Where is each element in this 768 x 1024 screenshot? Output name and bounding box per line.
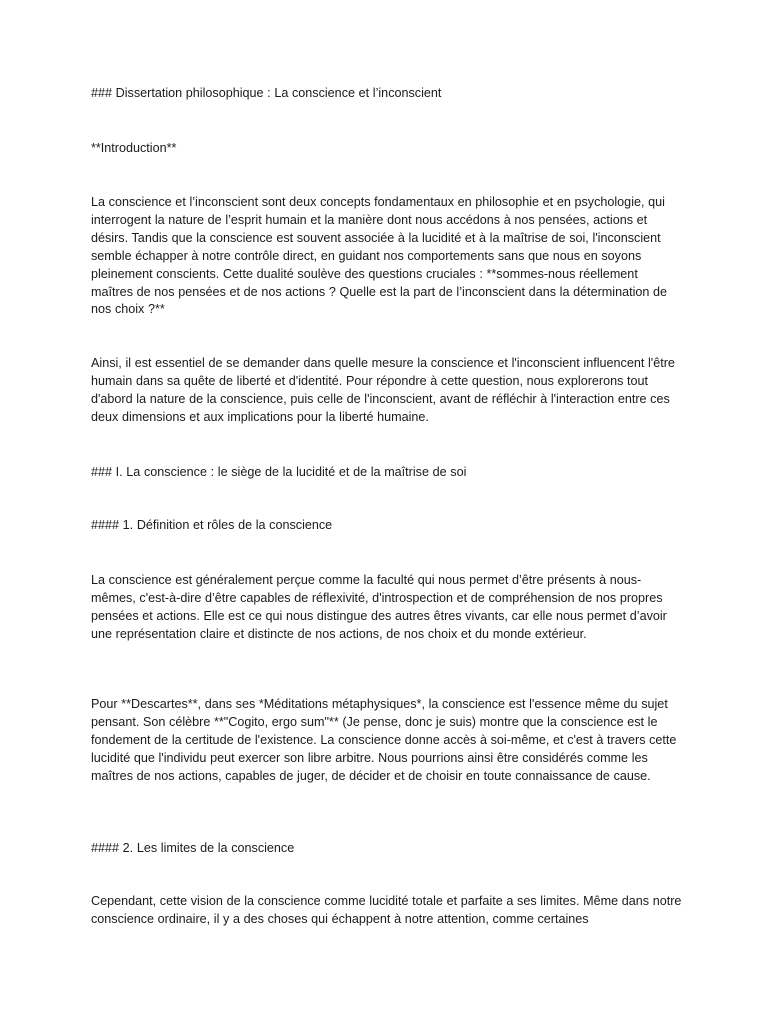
intro-paragraph-2: Ainsi, il est essentiel de se demander dans quelle mesure la conscience et l'inconscient influencent l'être humain dans sa quête de liberté et d'identité. Pour répondre à cette question, nous explorerons tout d'abord la nature de la conscience, puis celle de l'inconscient, avant de réfléchir à l'interaction entre ces deux dimensions et aux implications pour la liberté humaine. [91, 356, 675, 424]
intro-paragraph-1: La conscience et l’inconscient sont deux concepts fondamentaux en philosophie et en psychologie, qui interrogent la nature de l’esprit humain et la manière dont nous accédons à nos pensées, actions et désirs. Tandis que la conscience est souvent associée à la lucidité et à la maîtrise de soi, l'inconscient semble échapper à notre contrôle direct, en guidant nos comportements sans que nous en soyons pleinement conscients. Cette dualité soulève des questions cruciales : **sommes-nous réellement maîtres de nos pensées et de nos actions ? Quelle est la part de l’inconscient dans la détermination de nos choix ?** [91, 195, 668, 317]
limits-paragraph: Cependant, cette vision de la conscience comme lucidité totale et parfaite a ses limites. Même dans notre conscience ordinaire, il y a des choses qui échappent à notre attention, comme certaines [91, 894, 682, 926]
definition-paragraph: La conscience est généralement perçue comme la faculté qui nous permet d’être présents à nous-mêmes, c'est-à-dire d’être capables de réflexivité, d'introspection et de compréhension de nos propres pensées et actions. Elle est ce qui nous distingue des autres êtres vivants, car elle nous permet d’avoir une représentation claire et distincte de nos actions, de nos choix et du monde extérieur. [91, 573, 667, 641]
introduction-label: **Introduction** [91, 141, 177, 155]
document-title: ### Dissertation philosophique : La conscience et l’inconscient [91, 86, 442, 100]
descartes-paragraph: Pour **Descartes**, dans ses *Méditations métaphysiques*, la conscience est l'essence même du sujet pensant. Son célèbre **"Cogito, ergo sum"** (Je pense, donc je suis) montre que la conscience est le fondement de la certitude de l'existence. La conscience donne accès à soi-même, et c'est à travers cette lucidité que l'individu peut exercer son libre arbitre. Nous pourrions ainsi être considérés comme les maîtres de nos actions, capables de juger, de décider et de choisir en toute connaissance de cause. [91, 697, 677, 783]
subsection-heading-2: #### 2. Les limites de la conscience [91, 841, 295, 855]
subsection-heading-1: #### 1. Définition et rôles de la conscience [91, 518, 333, 532]
section-heading-1: ### I. La conscience : le siège de la lucidité et de la maîtrise de soi [91, 465, 467, 479]
